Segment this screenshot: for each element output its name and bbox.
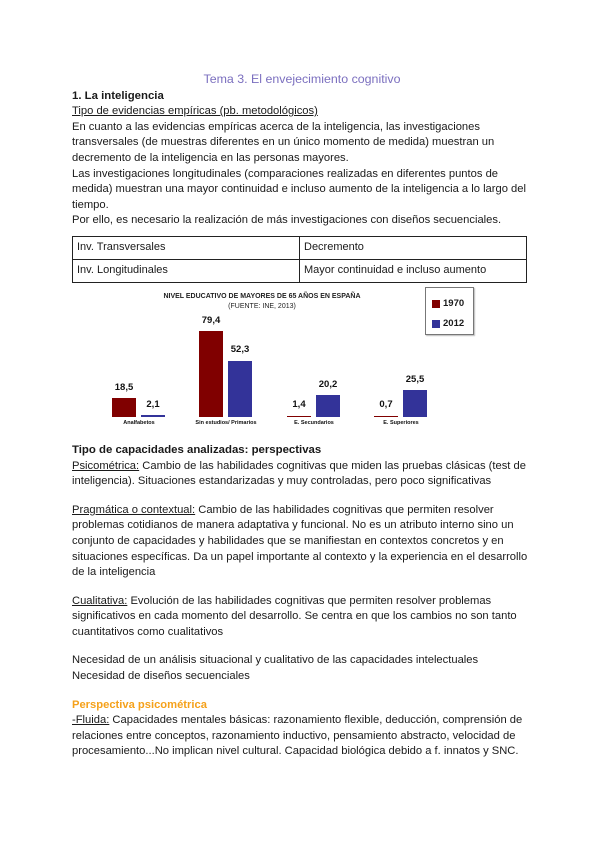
section-heading-capacidades: Tipo de capacidades analizadas: perspectivas [72, 443, 322, 456]
paragraph-conclusion: Por ello, es necesario la realización de más investigaciones con diseños secuenciales. [72, 214, 502, 227]
perspective-label: Psicométrica: [72, 459, 140, 472]
comparison-table [72, 236, 527, 283]
legend-label: 2012 [443, 317, 465, 329]
bar-2012-superiores [403, 390, 427, 417]
bar-1970-sin-estudios [199, 331, 223, 417]
legend-swatch-icon [432, 300, 440, 308]
value-label: 0,7 [379, 399, 393, 411]
value-label: 18,5 [114, 382, 134, 394]
perspective-text: Evolución de las habilidades cognitivas que permiten resolver problemas significativos en cada momento del desarrollo. Se centra en que los cambios no son tanto cuantitativos como cualitativos [72, 594, 517, 638]
category-label: Analfabetos [123, 420, 155, 427]
perspective-label: Cualitativa: [72, 594, 128, 607]
perspective-label: Pragmática o contextual: [72, 503, 196, 516]
table-cell: Mayor continuidad e incluso aumento [300, 259, 527, 282]
value-label: 20,2 [318, 379, 338, 391]
legend-item-1970 [432, 296, 464, 312]
fluida-text: Capacidades mentales básicas: razonamiento flexible, deducción, comprensión de relaciones entre conceptos, razonamiento inductivo, pensamiento abstracto, velocidad de procesamiento...No implican nivel cultural. Capacidad biológica debido a f. innatos y SNC. [72, 714, 523, 758]
chart-legend [425, 287, 474, 335]
chart-title: NIVEL EDUCATIVO DE MAYORES DE 65 AÑOS EN ESPAÑA [163, 292, 361, 300]
need-analisis: Necesidad de un análisis situacional y cualitativo de las capacidades intelectuales [72, 654, 479, 667]
bar-1970-analfabetos [112, 398, 136, 417]
fluida-label: -Fluida: [72, 714, 110, 727]
legend-label: 1970 [443, 297, 465, 309]
document-title: Tema 3. El envejecimiento cognitivo [203, 72, 401, 86]
chart-subtitle: (FUENTE: INE, 2013) [228, 302, 296, 310]
bar-2012-secundarios [316, 395, 340, 417]
value-label: 25,5 [405, 374, 425, 386]
fluida-paragraph [72, 713, 532, 760]
paragraph-transversales: En cuanto a las evidencias empíricas acerca de la inteligencia, las investigaciones transversales (de muestras diferentes en un único momento de medida) muestran un decremento de la inteligencia en las personas mayores. [72, 120, 495, 164]
perspective-psicometrica [72, 459, 532, 490]
perspective-pragmatica [72, 503, 532, 581]
value-label: 79,4 [201, 315, 221, 327]
table-row [73, 236, 527, 259]
need-disenos: Necesidad de diseños secuenciales [72, 670, 250, 683]
category-label: E. Secundarios [294, 420, 334, 427]
section-heading-psicometrica: Perspectiva psicométrica [72, 698, 207, 711]
perspective-cualitativa [72, 594, 532, 641]
category-label: Sin estudios/ Primarios [195, 420, 257, 427]
table-cell: Decremento [300, 236, 527, 259]
document-page [72, 72, 532, 760]
paragraph-longitudinales: Las investigaciones longitudinales (comparaciones realizadas en diferentes puntos de medida) muestran una mayor continuidad e incluso aumento de la inteligencia a lo largo del tiempo. [72, 167, 526, 211]
table-cell: Inv. Transversales [73, 236, 300, 259]
perspective-text: Cambio de las habilidades cognitivas que permiten resolver problemas cotidianos de manera adaptativa y funcional. No es un atributo interno sino un conjunto de capacidades y habilidades que se manifiestan en contextos concretos y en situaciones específicas. Da un papel importante al contexto y la experiencia en el desarrollo de la inteligencia [72, 503, 528, 579]
legend-item-2012 [432, 316, 464, 332]
perspective-text: Cambio de las habilidades cognitivas que miden las pruebas clásicas (test de inteligencia). Situaciones estandarizadas y muy controladas, pero poco significativas [72, 459, 526, 488]
section-heading-inteligencia: 1. La inteligencia [72, 89, 164, 102]
education-bar-chart [112, 289, 482, 437]
value-label: 2,1 [146, 399, 160, 411]
table-row [73, 259, 527, 282]
value-label: 52,3 [230, 344, 250, 356]
bar-2012-sin-estudios [228, 361, 252, 417]
value-label: 1,4 [292, 399, 306, 411]
subheading-evidencias: Tipo de evidencias empíricas (pb. metodológicos) [72, 105, 318, 118]
category-label: E. Superiores [383, 420, 419, 427]
legend-swatch-icon [432, 320, 440, 328]
table-cell: Inv. Longitudinales [73, 259, 300, 282]
